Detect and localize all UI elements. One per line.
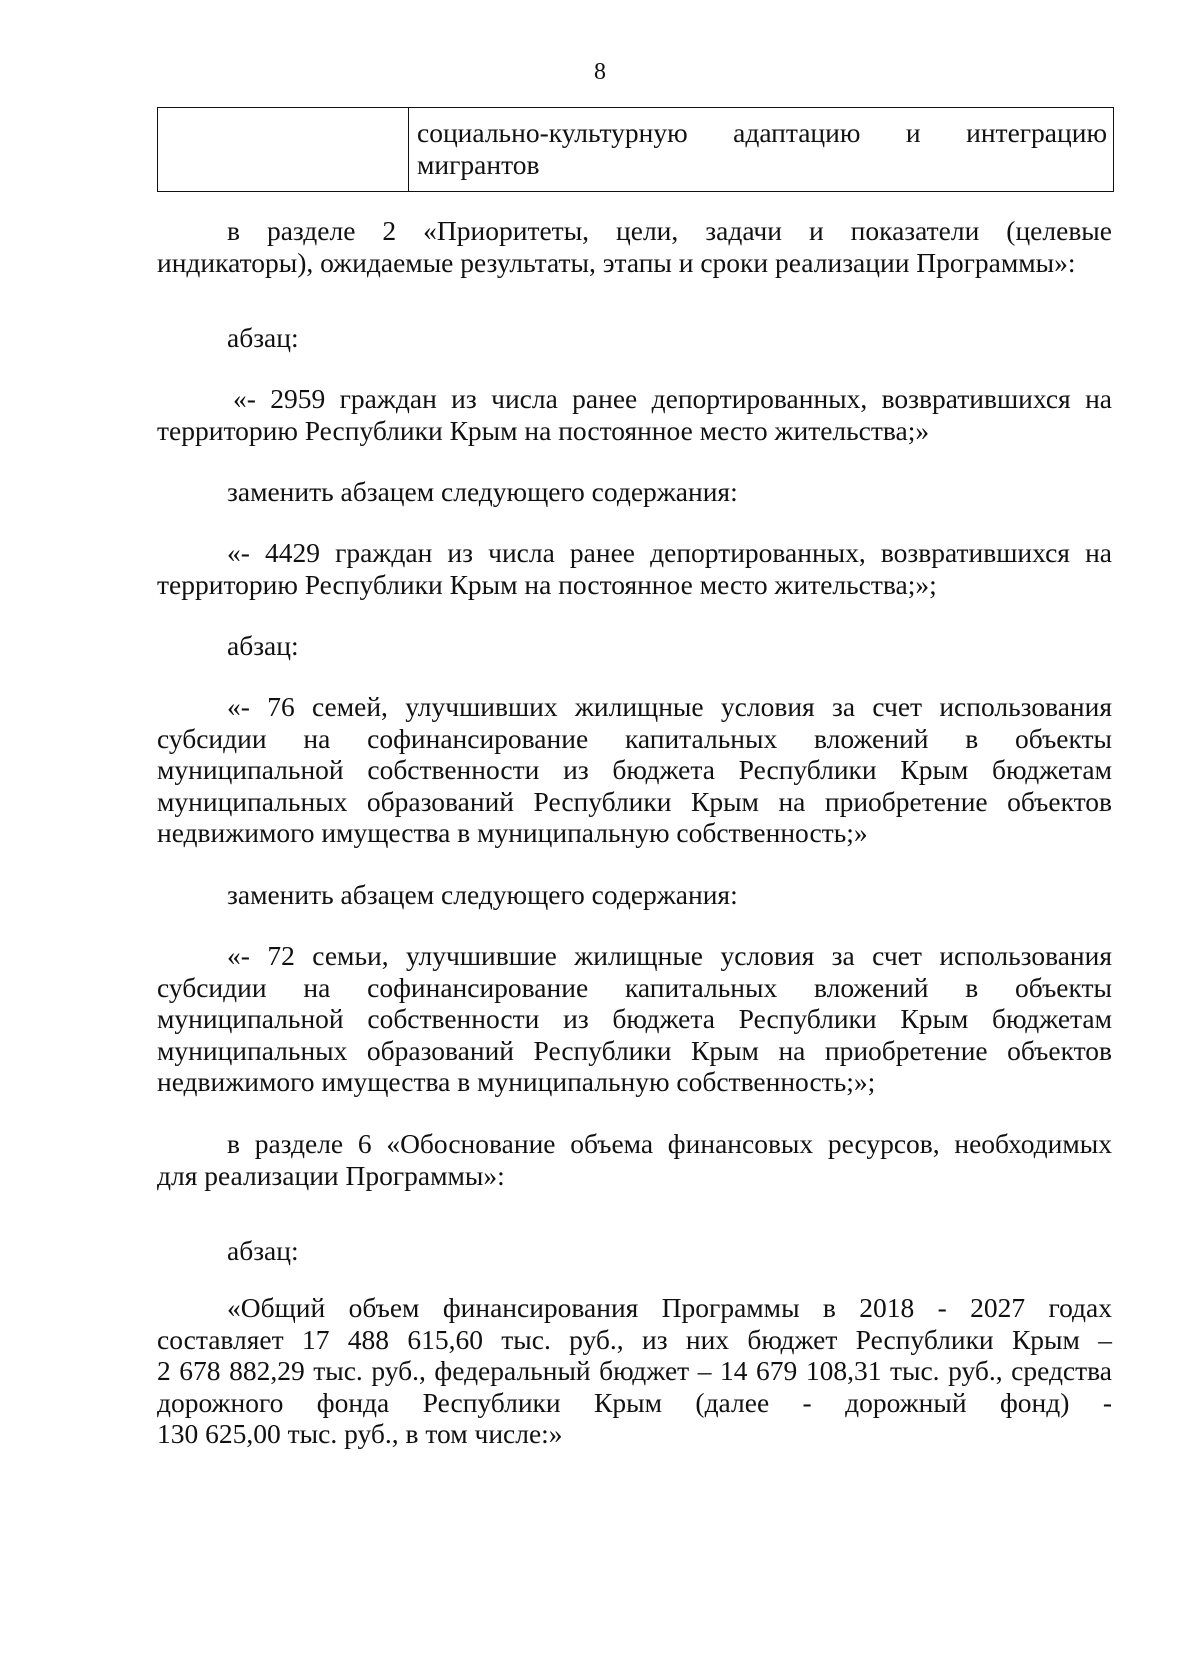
old-paragraph-2 (157, 691, 1112, 849)
new-paragraph-2 (157, 940, 1112, 1098)
section-6-paragraph (157, 1128, 1112, 1191)
text-line: недвижимого имущества в муниципальную собственность;»; (157, 1066, 876, 1097)
text-line: «Общий объем финансирования Программы в 2018 - 2027 годах (227, 1292, 1112, 1323)
text-line: составляет 17 488 615,60 тыс. руб., из них бюджет Республики Крым – (157, 1323, 1112, 1355)
text-line: территорию Республики Крым на постоянное место жительства;»; (157, 568, 937, 600)
table-cell-line: социально-культурную адаптацию и интеграцию (417, 117, 1107, 148)
text-line: дорожного фонда Республики Крым (далее - дорожный фонд) - (157, 1386, 1112, 1418)
text-line: «- 4429 граждан из числа ранее депортированных, возвратившихся на (227, 537, 1112, 568)
text-line: субсидии на софинансирование капитальных вложений в объекты (157, 971, 1112, 1003)
table-cell-text (409, 108, 1114, 192)
paragraph-label: абзац: (227, 630, 299, 661)
page-number: 8 (594, 59, 606, 85)
text-line: муниципальной собственности из бюджета Республики Крым бюджетам (157, 754, 1112, 785)
text-line: недвижимого имущества в муниципальную собственность;» (157, 817, 868, 848)
text-line: муниципальной собственности из бюджета Республики Крым бюджетам (157, 1003, 1112, 1034)
old-paragraph-1 (157, 383, 1112, 446)
text-line: «- 72 семьи, улучшившие жилищные условия за счет использования (227, 940, 1112, 971)
text-line: в разделе 6 «Обоснование объема финансовых ресурсов, необходимых (227, 1128, 1112, 1159)
table-cell-line: мигрантов (417, 149, 540, 180)
new-paragraph-1 (157, 537, 1112, 600)
text-line: субсидии на софинансирование капитальных вложений в объекты (157, 722, 1112, 754)
text-line: муниципальных образований Республики Крым на приобретение объектов (157, 785, 1112, 817)
section-2-paragraph (157, 215, 1112, 278)
text-line: «- 76 семей, улучшивших жилищные условия за счет использования (227, 691, 1112, 722)
continuation-table (157, 107, 1114, 192)
text-line: 130 625,00 тыс. руб., в том числе:» (157, 1418, 563, 1449)
funding-paragraph (157, 1292, 1112, 1450)
text-line: в разделе 2 «Приоритеты, цели, задачи и показатели (целевые (227, 215, 1112, 246)
text-line: 2 678 882,29 тыс. руб., федеральный бюджет – 14 679 108,31 тыс. руб., средства (157, 1355, 1112, 1386)
paragraph-label: абзац: (227, 1235, 299, 1266)
text-line: индикаторы), ожидаемые результаты, этапы и сроки реализации Программы»: (157, 246, 1076, 278)
replace-label: заменить абзацем следующего содержания: (227, 476, 738, 507)
table-row (158, 108, 1114, 192)
text-line: территорию Республики Крым на постоянное место жительства;» (157, 414, 930, 446)
text-line: муниципальных образований Республики Крым на приобретение объектов (157, 1034, 1112, 1066)
paragraph-label: абзац: (227, 322, 299, 353)
text-line: для реализации Программы»: (157, 1159, 505, 1191)
replace-label: заменить абзацем следующего содержания: (227, 879, 738, 910)
text-line: «- 2959 граждан из числа ранее депортированных, возвратившихся на (233, 383, 1112, 414)
table-cell-empty (158, 108, 409, 192)
